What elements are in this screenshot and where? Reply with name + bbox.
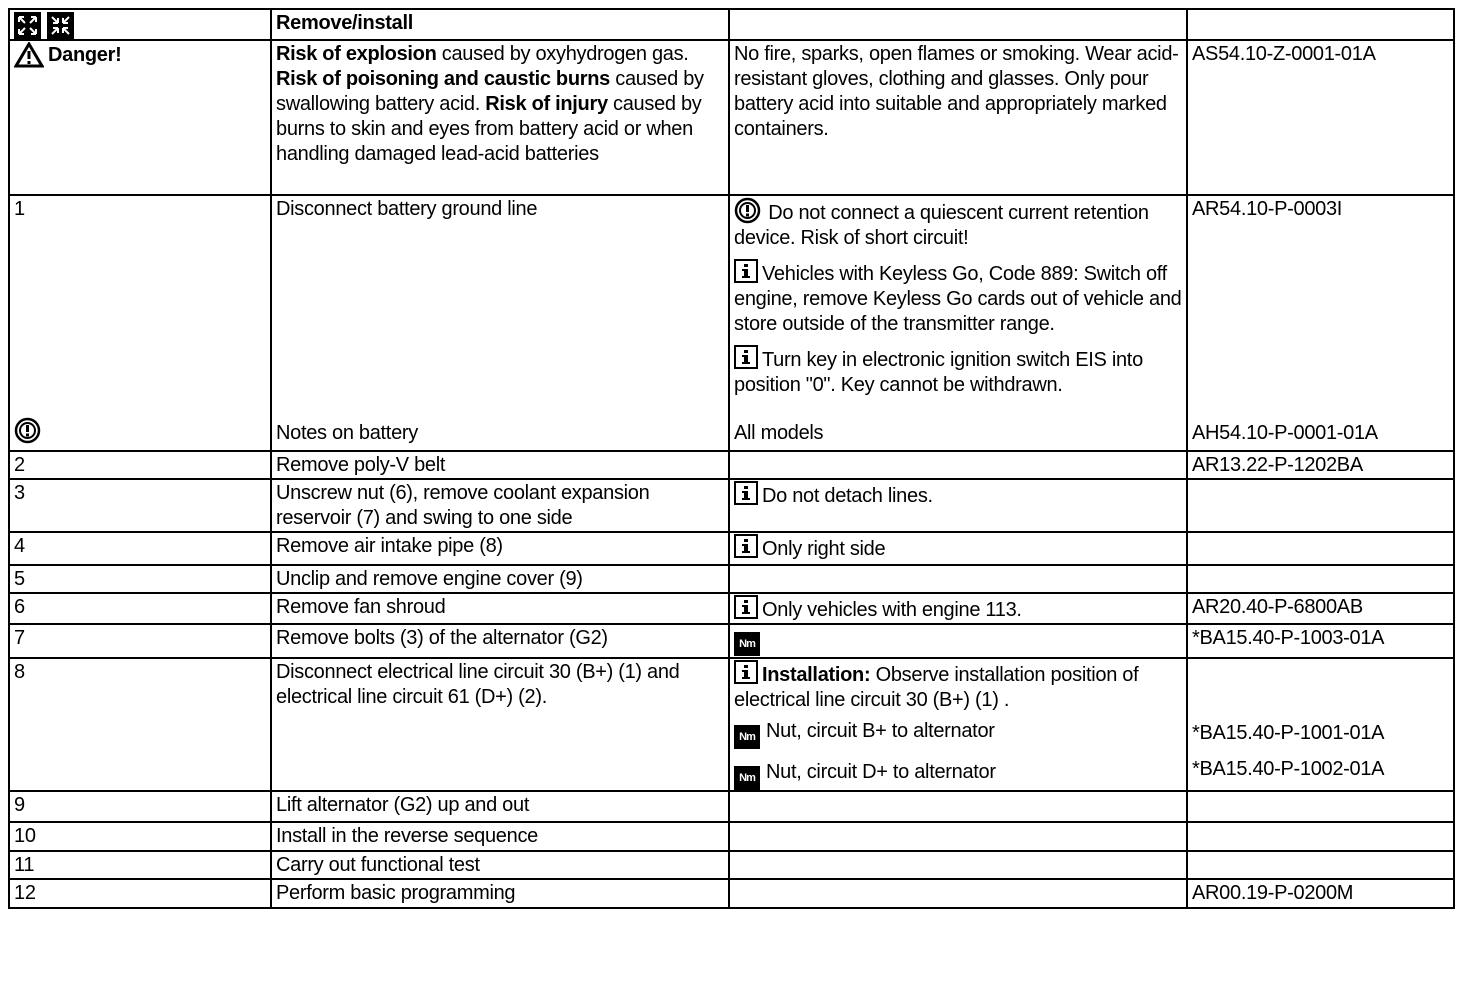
danger-risk-text: caused by swallowing battery acid. [276,68,704,115]
danger-risk-text: caused by burns to skin and eyes from battery acid or when handling damaged lead-acid batteries [276,93,702,165]
step-ref-link[interactable]: AR20.40-P-6800AB [1187,593,1454,624]
step-2-row [9,451,1454,479]
step-action: Remove fan shroud [271,593,729,624]
collapse-icon[interactable] [47,12,74,39]
header-ref-cell [1187,9,1454,40]
header-icons-cell [9,9,271,40]
step-ref-link[interactable] [1187,851,1454,879]
step-1-ref-cell [1187,195,1454,451]
danger-row [9,40,1454,195]
danger-ref-link[interactable]: AS54.10-Z-0001-01A [1187,40,1454,195]
step-3-row [9,479,1454,532]
header-row [9,9,1454,40]
step-ref-link[interactable] [1187,791,1454,822]
step-ref-link[interactable] [1187,822,1454,851]
step-number: 9 [9,791,271,822]
step-1-num-cell [9,195,271,451]
keyless-go-note: Vehicles with Keyless Go, Code 889: Switch off engine, remove Keyless Go cards out of vehicle and store outside of the transmitter range. [734,259,1182,337]
torque-note-d: Nm Nut, circuit D+ to alternator [734,760,1182,790]
step-number: 8 [9,658,271,791]
header-title: Remove/install [271,9,729,40]
step-1-action: Disconnect battery ground line [276,198,538,220]
danger-risk-text: caused by oxyhydrogen gas. [436,43,689,65]
step-number: 5 [9,565,271,593]
step-8-ref-cell [1187,658,1454,791]
torque-note-b: Nm Nut, circuit B+ to alternator [734,719,1182,749]
step-5-row [9,565,1454,593]
step-number: 4 [9,532,271,565]
step-ref-link[interactable] [1187,532,1454,565]
expand-icon[interactable] [14,12,41,39]
ignition-key-note: Turn key in electronic ignition switch EIS into position "0". Key cannot be withdrawn. [734,345,1182,398]
info-icon [734,534,758,558]
step-ref-link[interactable]: *BA15.40-P-1001-01A [1192,722,1385,744]
step-number: 3 [9,479,271,532]
step-note: Only vehicles with engine 113. [762,599,1022,621]
step-note: Do not detach lines. [762,485,933,507]
step-number: 12 [9,879,271,908]
step-11-row [9,851,1454,879]
caution-icon [734,197,761,224]
info-icon [734,345,758,369]
torque-nm-icon[interactable]: Nm [734,766,760,790]
all-models-note: All models [734,422,824,444]
caution-note: Do not connect a quiescent current retention device. Risk of short circuit! [734,197,1182,251]
step-6-row [9,593,1454,624]
step-8-row [9,658,1454,791]
step-number: 1 [14,198,25,220]
step-8-notes-cell [729,658,1187,791]
step-number: 2 [9,451,271,479]
step-9-row [9,791,1454,822]
step-action: Carry out functional test [271,851,729,879]
step-note-cell [729,791,1187,822]
step-12-row [9,879,1454,908]
warning-triangle-icon [14,42,44,68]
procedure-table [8,8,1455,909]
step-note-cell [729,624,1187,658]
step-4-row [9,532,1454,565]
danger-risk-heading: Risk of injury [485,93,608,115]
step-1-row [9,195,1454,451]
danger-risk-heading: Risk of poisoning and caustic burns [276,68,610,90]
step-ref-link[interactable]: AR00.19-P-0200M [1187,879,1454,908]
step-action: Remove bolts (3) of the alternator (G2) [271,624,729,658]
danger-label-cell [9,40,271,195]
step-note-cell [729,822,1187,851]
danger-risk-heading: Risk of explosion [276,43,437,65]
step-number: 6 [9,593,271,624]
installation-note: Installation: Observe installation position of electrical line circuit 30 (B+) (1) . [734,660,1182,713]
step-note-cell [729,851,1187,879]
step-10-row [9,822,1454,851]
notes-on-battery-link[interactable]: Notes on battery [276,422,418,444]
repair-procedure-document [8,8,1453,971]
battery-notes-ref-link[interactable]: AH54.10-P-0001-01A [1192,422,1378,444]
step-ref-link[interactable]: AR13.22-P-1202BA [1187,451,1454,479]
step-ref-link[interactable]: *BA15.40-P-1002-01A [1192,758,1385,780]
danger-label: Danger! [48,43,122,66]
info-icon [734,481,758,505]
step-note-cell [729,565,1187,593]
danger-notes: No fire, sparks, open flames or smoking. Wear acid-resistant gloves, clothing and glasses. Only pour battery acid into suitable and appropriately marked containers. [729,40,1187,195]
step-ref-link[interactable]: *BA15.40-P-1003-01A [1187,624,1454,658]
caution-icon [14,417,41,444]
step-number: 10 [9,822,271,851]
step-action: Remove air intake pipe (8) [271,532,729,565]
torque-nm-icon[interactable]: Nm [734,632,760,656]
torque-nm-icon[interactable]: Nm [734,725,760,749]
info-icon [734,259,758,283]
header-notes-cell [729,9,1187,40]
info-icon [734,595,758,619]
step-note-cell [729,532,1187,565]
step-7-row [9,624,1454,658]
step-action: Install in the reverse sequence [271,822,729,851]
step-note-cell [729,879,1187,908]
step-ref-link[interactable] [1187,479,1454,532]
step-note: Only right side [762,538,886,560]
step-ref-link[interactable] [1187,565,1454,593]
step-action: Unscrew nut (6), remove coolant expansion reservoir (7) and swing to one side [271,479,729,532]
step-1-notes-cell [729,195,1187,451]
step-note-cell [729,479,1187,532]
step-1-ref-link[interactable]: AR54.10-P-0003I [1192,198,1343,220]
step-1-action-cell [271,195,729,451]
step-number: 11 [9,851,271,879]
step-number: 7 [9,624,271,658]
step-note-cell [729,451,1187,479]
info-icon [734,660,758,684]
step-action: Perform basic programming [271,879,729,908]
step-action: Remove poly-V belt [271,451,729,479]
danger-description [271,40,729,195]
step-action: Lift alternator (G2) up and out [271,791,729,822]
step-note-cell [729,593,1187,624]
step-action: Unclip and remove engine cover (9) [271,565,729,593]
step-action: Disconnect electrical line circuit 30 (B+) (1) and electrical line circuit 61 (D+) (2). [271,658,729,791]
